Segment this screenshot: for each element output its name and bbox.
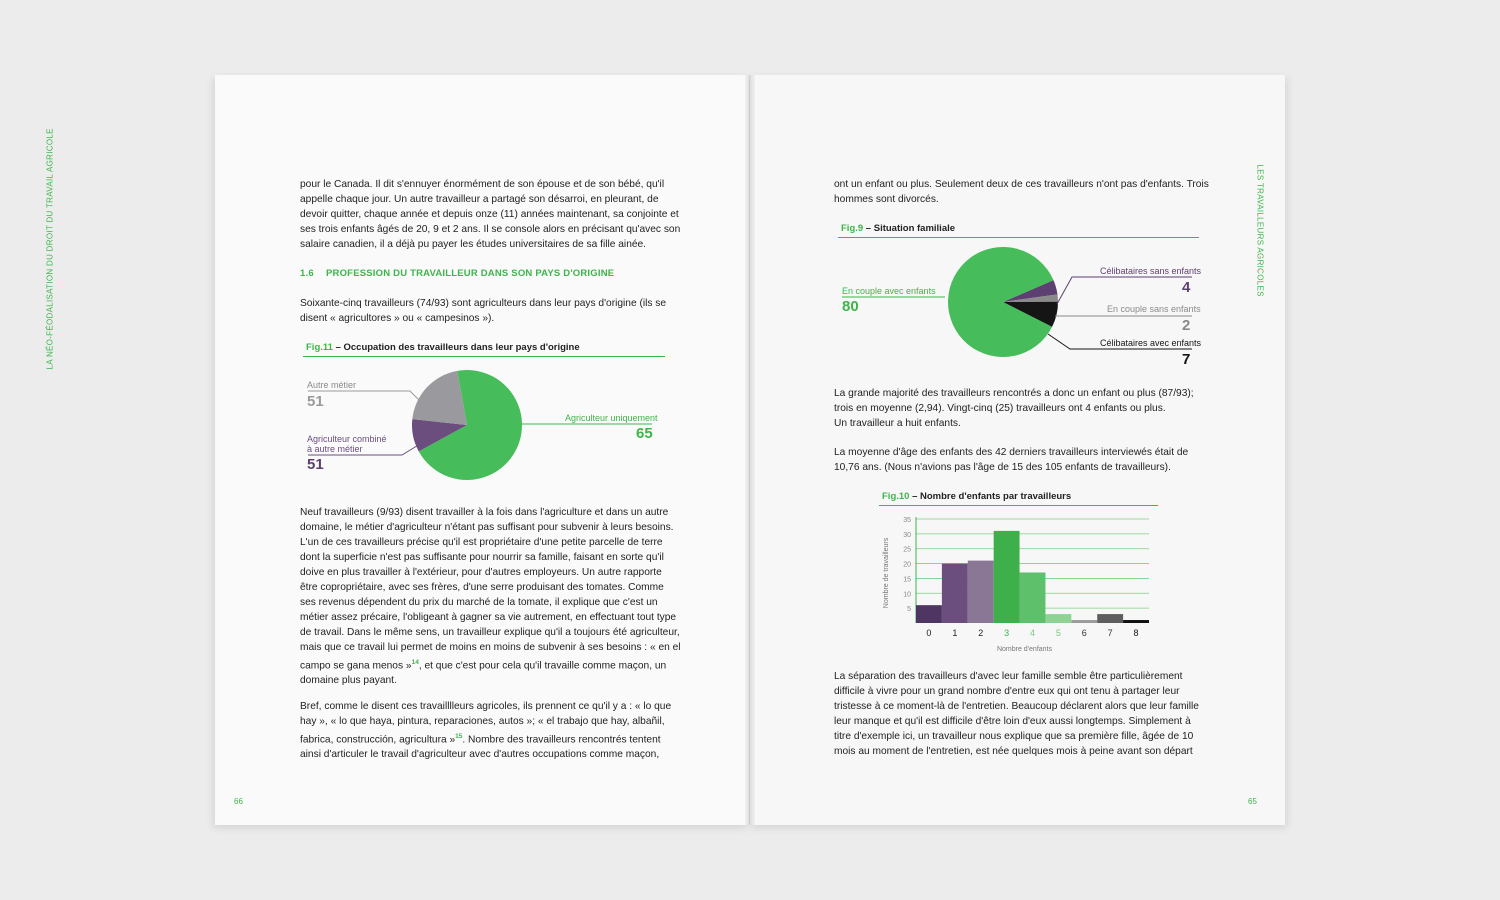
left-paragraph-2: Soixante-cinq travailleurs (74/93) sont agriculteurs dans leur pays d'origine (ils se disent « agricultores » ou « campesinos »).: [300, 298, 667, 324]
fig10-xtick-7: 7: [1107, 628, 1113, 638]
fig10-xtick-2: 2: [978, 628, 984, 638]
fig10-xtick-6: 6: [1081, 628, 1087, 638]
left-paragraph-3: Neuf travailleurs (9/93) disent travailler à la fois dans l'agriculture et dans un autre domaine, le métier d'agriculteur n'étant pas suffisant pour subvenir à leurs besoins. L'un de ces travailleurs précise qu'il est propriétaire d'une petite parcelle de terre dont la superficie n'est pas suffisante pour nourrir sa famille, faisant en sorte qu'il doive en plus travailler à l'extérieur, pour d'autres employeurs. Un autre rapporte être copropriétaire, avec ses frères, d'une serre produisant des tomates. Comme ses revenus dépendent du prix du marché de la tomate, il explique que c'est un métier assez précaire, l'obligeant à gagner sa vie autrement, en effectuant tout type de travail. Dans le même sens, un travailleur explique qu'il a toujours été agriculteur, mais que ce travail lui permet de moins en moins de subvenir à ses besoins : « en el campo se gana menos »$^{14}$, et que c'est pour cela qu'il travaille comme maçon, un domaine plus payant.: [300, 507, 681, 687]
fig10-ytick-5: 30: [903, 531, 911, 539]
fig10-ylabel: Nombre de travailleurs: [883, 537, 890, 609]
fig11-caption: Fig.11 – Occupation des travailleurs dans leur pays d'origine: [306, 342, 580, 353]
fig10-xtick-5: 5: [1055, 628, 1061, 638]
fig10-xtick-0: 0: [926, 628, 932, 638]
fig11-label-agriculteur-combine: Agriculteur combiné à autre métier: [307, 434, 387, 454]
fig10-ytick-2: 15: [903, 576, 911, 584]
fig10-bar-5: [1045, 614, 1071, 623]
section-title: PROFESSION DU TRAVAILLEUR DANS SON PAYS D'ORIGINE: [326, 268, 615, 279]
fig9-value-celibataires-sans: 4: [1182, 279, 1191, 296]
fig10-bar-8: [1123, 620, 1149, 623]
fig10-ytick-6: 35: [903, 517, 911, 524]
fig9-value-couple-enfants: 80: [842, 298, 859, 315]
fig10-bar-3: [994, 531, 1020, 623]
fig11-value-autre-metier: 51: [307, 393, 324, 410]
fig10-bar-6: [1071, 620, 1097, 623]
left-paragraph-4: Bref, comme le disent ces travailllleurs agricoles, ils prennent ce qu'il y a : « lo que hay », « lo que haya, pintura, reparaciones, autos »; « el trabajo que hay, albañil, fabrica, construcción, agricultura »$^{15}$. Nombre des travailleurs rencontrés tentent ainsi d'articuler le travail d'agriculteur avec d'autres occupations comme maçon,: [300, 701, 672, 761]
fig9-label-celibataires-avec: Célibataires avec enfants: [1100, 338, 1202, 348]
fig9-label-couple-sans: En couple sans enfants: [1107, 304, 1201, 314]
fig10-bar-0: [916, 605, 942, 623]
fig11-label-agriculteur-uniquement: Agriculteur uniquement: [565, 413, 658, 423]
fig10-bar-4: [1020, 572, 1046, 623]
fig9-value-couple-sans: 2: [1182, 317, 1191, 334]
fig10-ytick-0: 5: [907, 606, 911, 614]
page-number-left: 66: [234, 797, 243, 806]
fig9-value-celibataires-avec: 7: [1182, 351, 1191, 368]
section-number: 1.6: [300, 268, 314, 279]
fig10-xtick-4: 4: [1029, 628, 1036, 638]
fig10-ytick-3: 20: [903, 561, 911, 569]
fig10-xtick-1: 1: [952, 628, 958, 638]
fig10-xtick-3: 3: [1004, 628, 1010, 638]
fig10-bar-2: [968, 561, 994, 623]
fig9-label-couple-enfants: En couple avec enfants: [842, 286, 936, 296]
fig11-label-autre-metier: Autre métier: [307, 380, 357, 390]
fig10-ytick-1: 10: [903, 591, 911, 599]
fig10-bar-1: [942, 564, 968, 623]
fig10-caption: Fig.10 – Nombre d'enfants par travailleurs: [882, 491, 1072, 502]
fig9-label-celibataires-sans: Célibataires sans enfants: [1100, 266, 1202, 276]
footnote-ref-14[interactable]: 14: [411, 659, 419, 666]
footnote-ref-15[interactable]: 15: [455, 733, 463, 740]
running-head-right: LES TRAVAILLEURS AGRICOLES: [1255, 164, 1265, 297]
fig10-xlabel: Nombre d'enfants: [996, 646, 1053, 653]
fig10-bar-7: [1097, 614, 1123, 623]
fig11-value-agriculteur-combine: 51: [307, 456, 324, 473]
right-paragraph-3: La moyenne d'âge des enfants des 42 derniers travailleurs interviewés était de 10,76 ans. (Nous n'avions pas l'âge de 15 des 105 enfants de travailleurs).: [834, 447, 1189, 473]
left-paragraph-1: pour le Canada. Il dit s'ennuyer énormément de son épouse et de son bébé, qu'il appelle chaque jour. Un autre travailleur a partagé son désarroi, en pleurant, de devoir quitter, chaque année et depuis onze (11) années maintenant, sa conjointe et ses trois enfants âgés de 20, 9 et 2 ans. Il se console alors en précisant qu'avec son salaire canadien, il a déjà pu payer les études universitaires de sa fille ainée.: [300, 179, 681, 250]
fig11-value-agriculteur-uniquement: 65: [636, 425, 653, 442]
right-paragraph-2: La grande majorité des travailleurs rencontrés a donc un enfant ou plus (87/93); trois en moyenne (2,94). Vingt-cinq (25) travailleurs ont 4 enfants ou plus. Un travailleur a huit enfants.: [834, 388, 1194, 429]
page-number-right: 65: [1248, 797, 1257, 806]
fig10-ytick-4: 25: [903, 546, 911, 554]
right-paragraph-4: La séparation des travailleurs d'avec leur famille semble être particulièrement difficile à vivre pour un grand nombre d'entre eux qui ont tenu à partager leur tristesse à ce moment-là de l'entretien. Beaucoup déclarent alors que leur famille leur manque et qu'il est difficile d'être loin d'eux aussi longtemps. Simplement à titre d'exemple ici, un travailleur nous explique que sa première fille, âgée de 10 mois au moment de l'entretien, est née quelques mois à peine avant son départ: [834, 671, 1199, 757]
fig9-caption: Fig.9 – Situation familiale: [841, 223, 956, 234]
running-head-left: LA NÉO-FÉODALISATION DU DROIT DU TRAVAIL AGRICOLE: [45, 128, 55, 370]
fig10-xtick-8: 8: [1133, 628, 1139, 638]
right-paragraph-1: ont un enfant ou plus. Seulement deux de ces travailleurs n'ont pas d'enfants. Trois hommes sont divorcés.: [834, 179, 1209, 205]
